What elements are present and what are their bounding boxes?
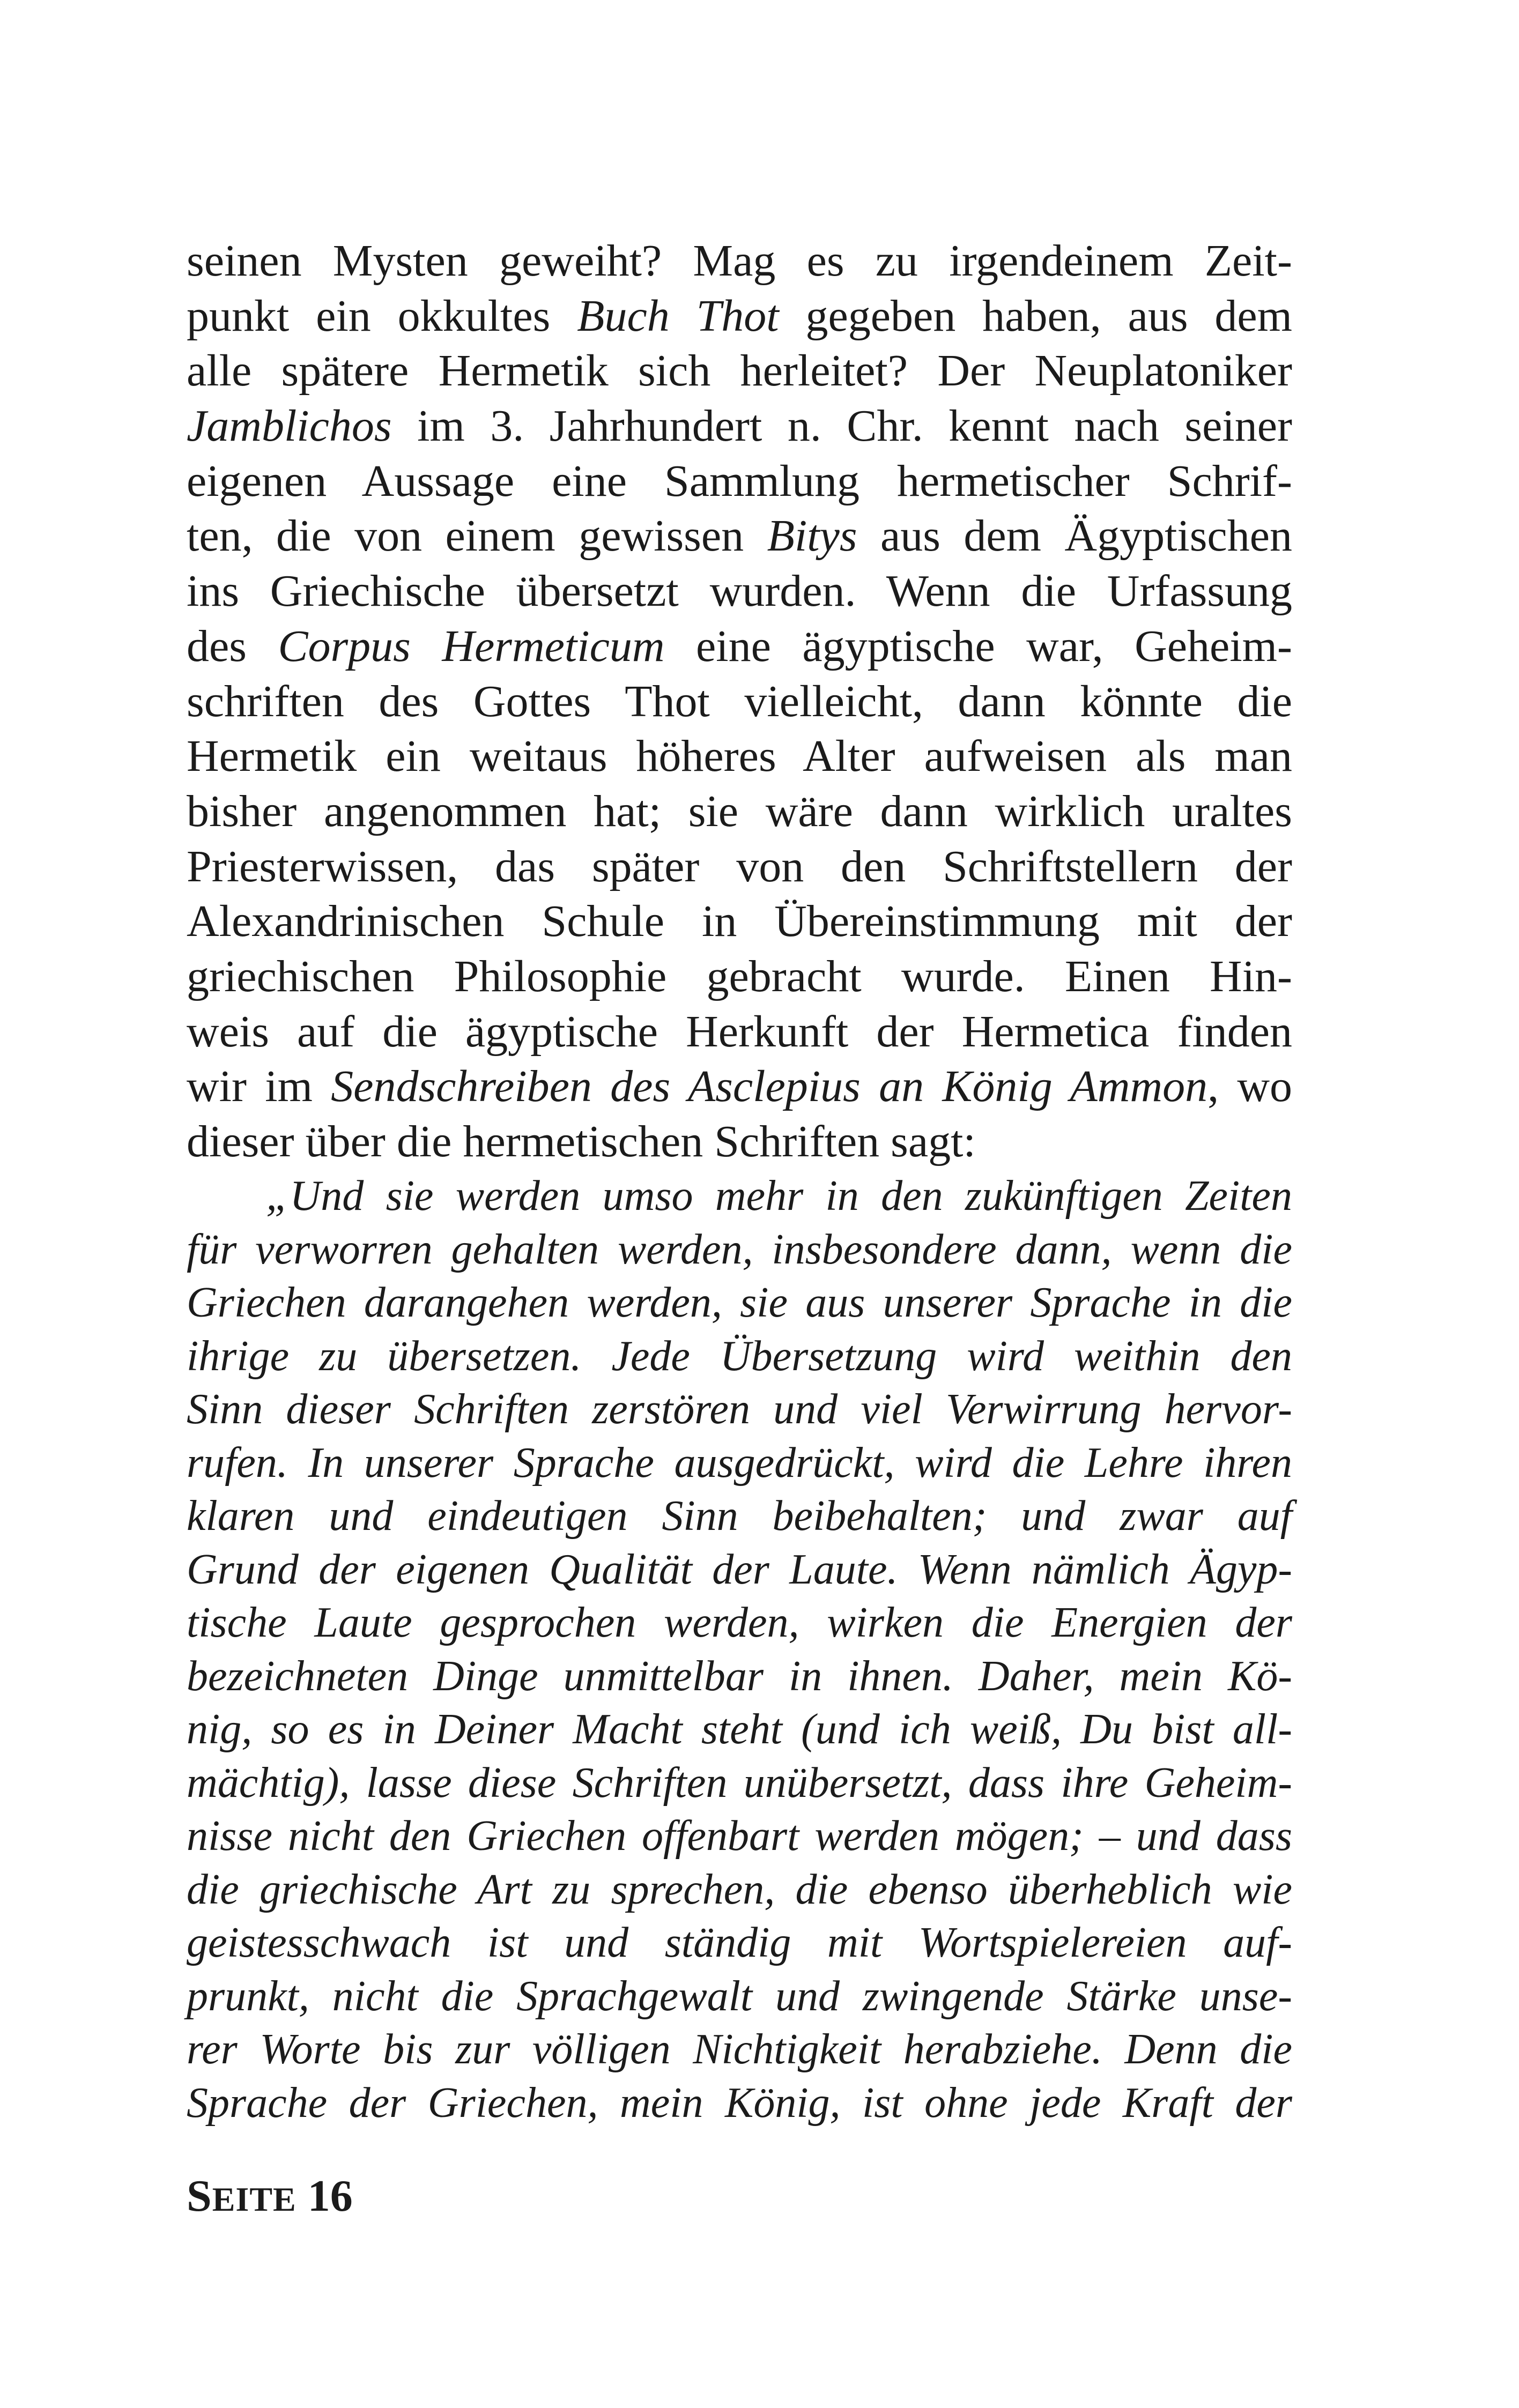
text-segment: schriften des Gottes Thot vielleicht, dann könnte die xyxy=(187,676,1292,726)
text-segment: ten, die von einem gewissen xyxy=(187,511,767,561)
page-number xyxy=(187,2169,353,2223)
text-line xyxy=(187,619,1292,674)
text-line xyxy=(187,894,1292,949)
text-line xyxy=(187,399,1292,454)
text-line xyxy=(187,839,1292,895)
text-segment: dieser über die hermetischen Schriften sagt: xyxy=(187,1117,976,1166)
quote-line: mächtig), lasse diese Schriften unübersetzt, dass ihre Geheim- xyxy=(187,1759,1292,1807)
text-segment: eine ägyptische war, Geheim- xyxy=(664,621,1292,671)
text-segment: punkt ein okkultes xyxy=(187,291,577,341)
quote-line: „Und sie werden umso mehr in den zukünftigen Zeiten xyxy=(266,1172,1292,1220)
text-line xyxy=(187,454,1292,509)
quote-line: nisse nicht den Griechen offenbart werden mögen; – und dass xyxy=(187,1812,1292,1860)
text-segment: wir im xyxy=(187,1061,331,1112)
quote-line: Sinn dieser Schriften zerstören und viel Verwirrung hervor- xyxy=(187,1386,1292,1433)
text-segment: griechischen Philosophie gebracht wurde. Einen Hin- xyxy=(187,951,1292,1001)
quote-line: rufen. In unserer Sprache ausgedrückt, wird die Lehre ihren xyxy=(187,1439,1292,1487)
text-line xyxy=(187,949,1292,1005)
block-quote xyxy=(187,1170,1292,2130)
quote-line: ihrige zu übersetzen. Jede Übersetzung wird weithin den xyxy=(187,1332,1292,1380)
text-line xyxy=(187,784,1292,839)
text-line xyxy=(187,1059,1292,1114)
quote-line: tische Laute gesprochen werden, wirken die Energien der xyxy=(187,1599,1292,1646)
text-line xyxy=(187,1114,1292,1170)
quote-line: prunkt, nicht die Sprachgewalt und zwingende Stärke unse- xyxy=(187,1972,1292,2020)
text-segment: Hermetik ein weitaus höheres Alter aufweisen als man xyxy=(187,731,1292,782)
text-segment: aus dem Ägyptischen xyxy=(857,511,1292,561)
text-segment: weis auf die ägyptische Herkunft der Hermetica finden xyxy=(187,1006,1292,1057)
body-paragraph xyxy=(187,234,1292,1170)
text-segment: des xyxy=(187,621,278,671)
quote-line: Sprache der Griechen, mein König, ist ohne jede Kraft der xyxy=(187,2079,1292,2127)
text-line xyxy=(187,1005,1292,1060)
text-line xyxy=(187,289,1292,344)
quote-line: die griechische Art zu sprechen, die ebenso überheblich wie xyxy=(187,1866,1292,1913)
text-line xyxy=(187,674,1292,730)
text-line xyxy=(187,509,1292,564)
quote-line: Grund der eigenen Qualität der Laute. Wenn nämlich Ägyp- xyxy=(187,1545,1292,1593)
text-segment: ins Griechische übersetzt wurden. Wenn die Urfassung xyxy=(187,566,1292,616)
italic-book-title: Sendschreiben des Asclepius an König Ammon xyxy=(331,1061,1208,1112)
quote-line: nig, so es in Deiner Macht steht (und ich weiß, Du bist all- xyxy=(187,1706,1292,1753)
text-line xyxy=(187,344,1292,399)
italic-person-name: Bitys xyxy=(767,511,857,561)
italic-book-title: Buch Thot xyxy=(577,291,779,341)
text-line xyxy=(187,234,1292,289)
page-number-value: 16 xyxy=(307,2171,353,2221)
text-segment: seinen Mysten geweiht? Mag es zu irgendeinem Zeit- xyxy=(187,236,1292,286)
text-line xyxy=(187,729,1292,784)
text-segment: Alexandrinischen Schule in Übereinstimmung mit der xyxy=(187,896,1292,947)
quote-line: rer Worte bis zur völligen Nichtigkeit herabziehe. Denn die xyxy=(187,2026,1292,2073)
quote-line: Griechen darangehen werden, sie aus unserer Sprache in die xyxy=(187,1279,1292,1326)
text-line xyxy=(187,564,1292,619)
text-segment: , wo xyxy=(1207,1061,1292,1112)
text-segment: bisher angenommen hat; sie wäre dann wirklich uraltes xyxy=(187,786,1292,836)
quote-line: bezeichneten Dinge unmittelbar in ihnen. Daher, mein Kö- xyxy=(187,1652,1292,1700)
text-segment: alle spätere Hermetik sich herleitet? Der Neuplatoniker xyxy=(187,346,1292,396)
text-segment: eigenen Aussage eine Sammlung hermetischer Schrif- xyxy=(187,456,1292,506)
text-segment: Priesterwissen, das später von den Schriftstellern der xyxy=(187,841,1292,891)
quote-line: klaren und eindeutigen Sinn beibehalten; und zwar auf xyxy=(187,1492,1292,1540)
quote-line: geistesschwach ist und ständig mit Wortspielereien auf- xyxy=(187,1919,1292,1966)
italic-book-title: Corpus Hermeticum xyxy=(278,621,665,671)
text-segment: im 3. Jahrhundert n. Chr. kennt nach seiner xyxy=(391,401,1292,451)
page-label: SEITE xyxy=(187,2171,297,2221)
italic-person-name: Jamblichos xyxy=(187,401,392,451)
quote-line: für verworren gehalten werden, insbesondere dann, wenn die xyxy=(187,1225,1292,1273)
text-segment: gegeben haben, aus dem xyxy=(779,291,1293,341)
